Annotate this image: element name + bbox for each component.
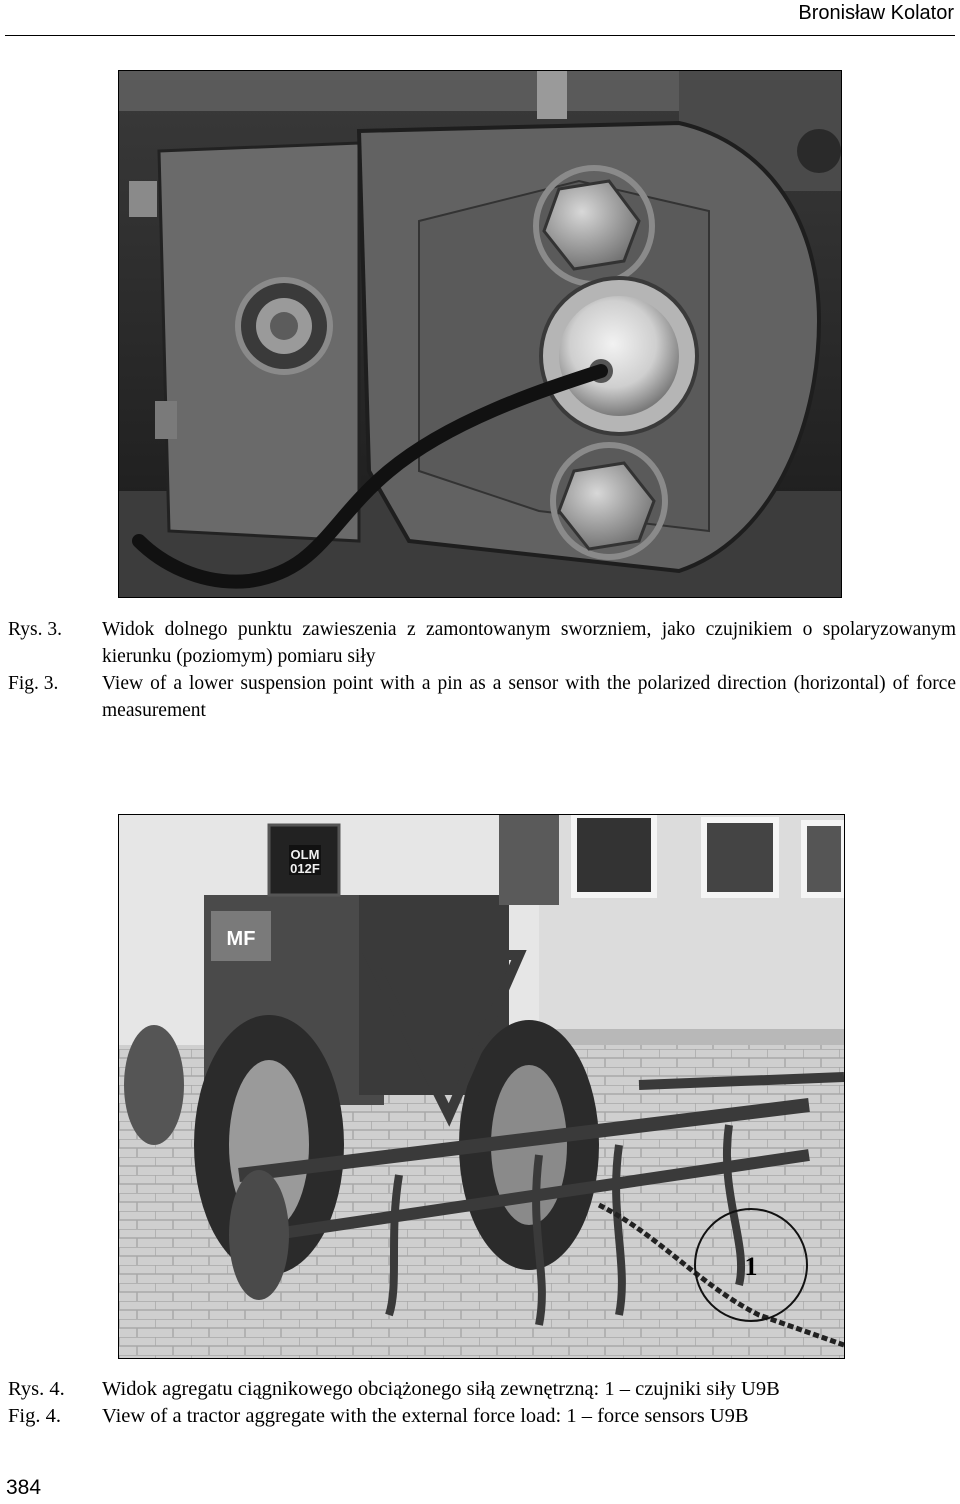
header-rule [5,35,955,36]
running-header-author: Bronisław Kolator [798,2,954,24]
caption-label-fig: Fig. 3. [8,673,59,694]
figure-4-photo [118,814,845,1359]
caption-text-polish: Widok dolnego punktu zawieszenia z zamontowanym sworzniem, jako czujnikiem o spolaryzowanym kierunku (poziomym) pomiaru siły [102,619,956,667]
hood-badge: MF [226,928,256,950]
caption-text-english: View of a lower suspension point with a pin as a sensor with the polarized direction (horizontal) of force measurement [102,673,956,721]
page-number: 384 [6,1476,42,1499]
caption-english [8,1403,956,1430]
tractor-aggregate-illustration [119,815,844,1358]
figure-4-caption [8,1376,956,1430]
sensor-pin-illustration [119,71,841,597]
caption-polish [8,1376,956,1403]
figure-3-caption [8,616,956,724]
caption-label-rys: Rys. 3. [8,619,62,640]
caption-english [8,670,956,724]
plate-line-2: 012F [290,861,320,876]
caption-label-rys: Rys. 4. [8,1378,65,1400]
plate-line-1: OLM [290,847,320,862]
figure-3-photo [118,70,842,598]
caption-label-fig: Fig. 4. [8,1405,61,1427]
caption-text-english: View of a tractor aggregate with the external force load: 1 – force sensors U9B [102,1405,749,1427]
callout-label: 1 [744,1252,758,1281]
caption-polish [8,616,956,670]
caption-text-polish: Widok agregatu ciągnikowego obciążonego siłą zewnętrzną: 1 – czujniki siły U9B [102,1378,780,1400]
